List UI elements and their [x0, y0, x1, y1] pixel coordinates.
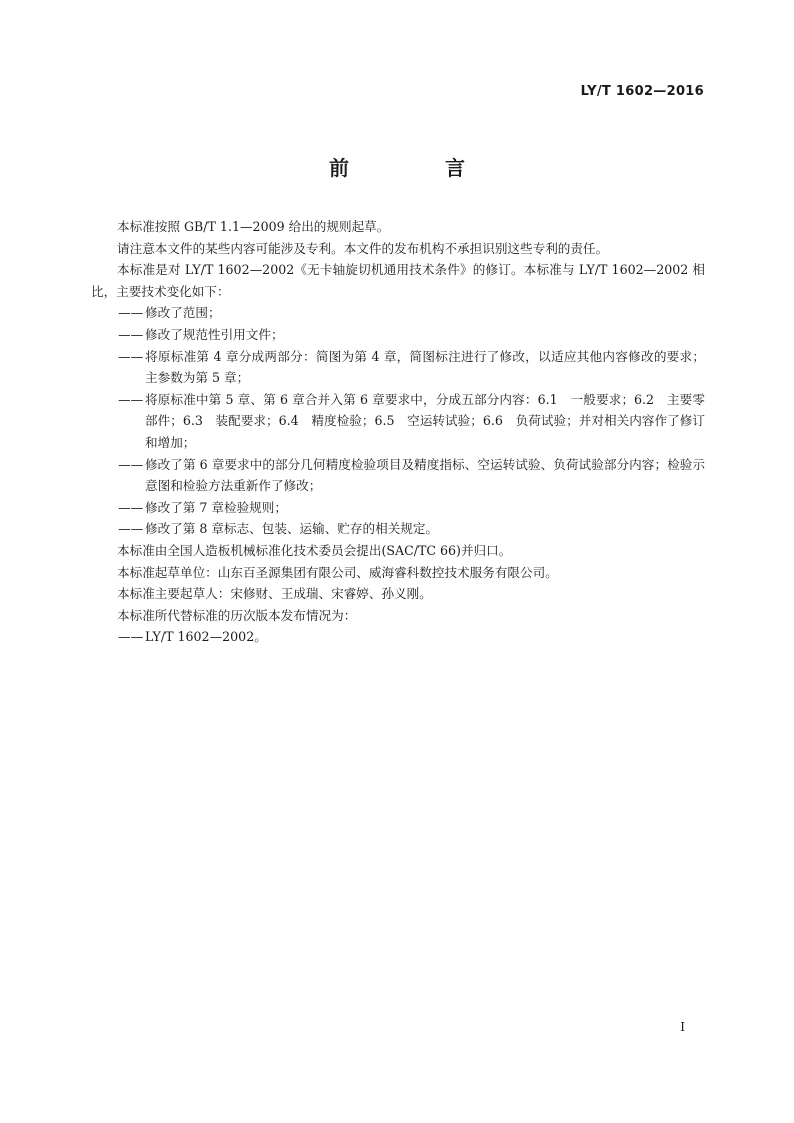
page-number: I: [680, 1020, 685, 1034]
dash-marker: ——: [118, 629, 144, 645]
dash-marker: ——: [118, 305, 144, 321]
paragraph-revision: 本标准是对 LY/T 1602—2002《无卡轴旋切机通用技术条件》的修订。本标准与 LY/T 1602—2002 相比，主要技术变化如下：: [91, 262, 705, 299]
foreword-body: [91, 216, 705, 648]
change-item: [91, 324, 705, 346]
history-item: [91, 626, 705, 648]
dash-marker: ——: [118, 391, 144, 407]
change-item: [91, 302, 705, 324]
change-item: [91, 518, 705, 540]
change-item: [91, 454, 705, 497]
change-item-text: 将原标准第 4 章分成两部分：简图为第 4 章，简图标注进行了修改，以适应其他内容修改的要求；主参数为第 5 章；: [145, 348, 705, 386]
dash-marker: ——: [118, 326, 144, 342]
change-item-text: 修改了第 7 章检验规则；: [145, 499, 287, 515]
change-item: [91, 497, 705, 519]
dash-marker: ——: [118, 521, 144, 537]
change-item: [91, 389, 705, 454]
standard-code: LY/T 1602—2016: [580, 84, 704, 99]
change-item-text: 修改了范围；: [145, 305, 221, 321]
paragraph-drafting-rule: 本标准按照 GB/T 1.1—2009 给出的规则起草。: [117, 219, 390, 234]
page-title: 前 言: [329, 156, 503, 180]
change-item: [91, 346, 705, 389]
change-item-text: 修改了第 6 章要求中的部分几何精度检验项目及精度指标、空运转试验、负荷试验部分内容；检验示意图和检验方法重新作了修改；: [145, 456, 705, 494]
dash-marker: ——: [118, 456, 144, 472]
dash-marker: ——: [118, 499, 144, 515]
paragraph-patent-notice: 请注意本文件的某些内容可能涉及专利。本文件的发布机构不承担识别这些专利的责任。: [117, 240, 609, 256]
change-item-text: 修改了规范性引用文件；: [145, 326, 284, 342]
dash-marker: ——: [118, 348, 144, 364]
history-item-text: LY/T 1602—2002。: [145, 629, 267, 645]
paragraph-proposer: 本标准由全国人造板机械标准化技术委员会提出(SAC/TC 66)并归口。: [117, 542, 512, 558]
change-item-text: 修改了第 8 章标志、包装、运输、贮存的相关规定。: [145, 521, 439, 537]
paragraph-drafters: 本标准主要起草人：宋修财、王成瑞、宋睿婷、孙义刚。: [117, 586, 432, 602]
paragraph-drafting-units: 本标准起草单位：山东百圣源集团有限公司、威海睿科数控技术服务有限公司。: [117, 564, 558, 580]
paragraph-history-intro: 本标准所代替标准的历次版本发布情况为：: [117, 607, 357, 623]
change-item-text: 将原标准中第 5 章、第 6 章合并入第 6 章要求中，分成五部分内容：6.1 一般要求；6.2 主要零部件；6.3 装配要求；6.4 精度检验；6.5 空运转试验；6.6 负荷试验；并对相关内容作了修订和增加；: [145, 391, 705, 450]
